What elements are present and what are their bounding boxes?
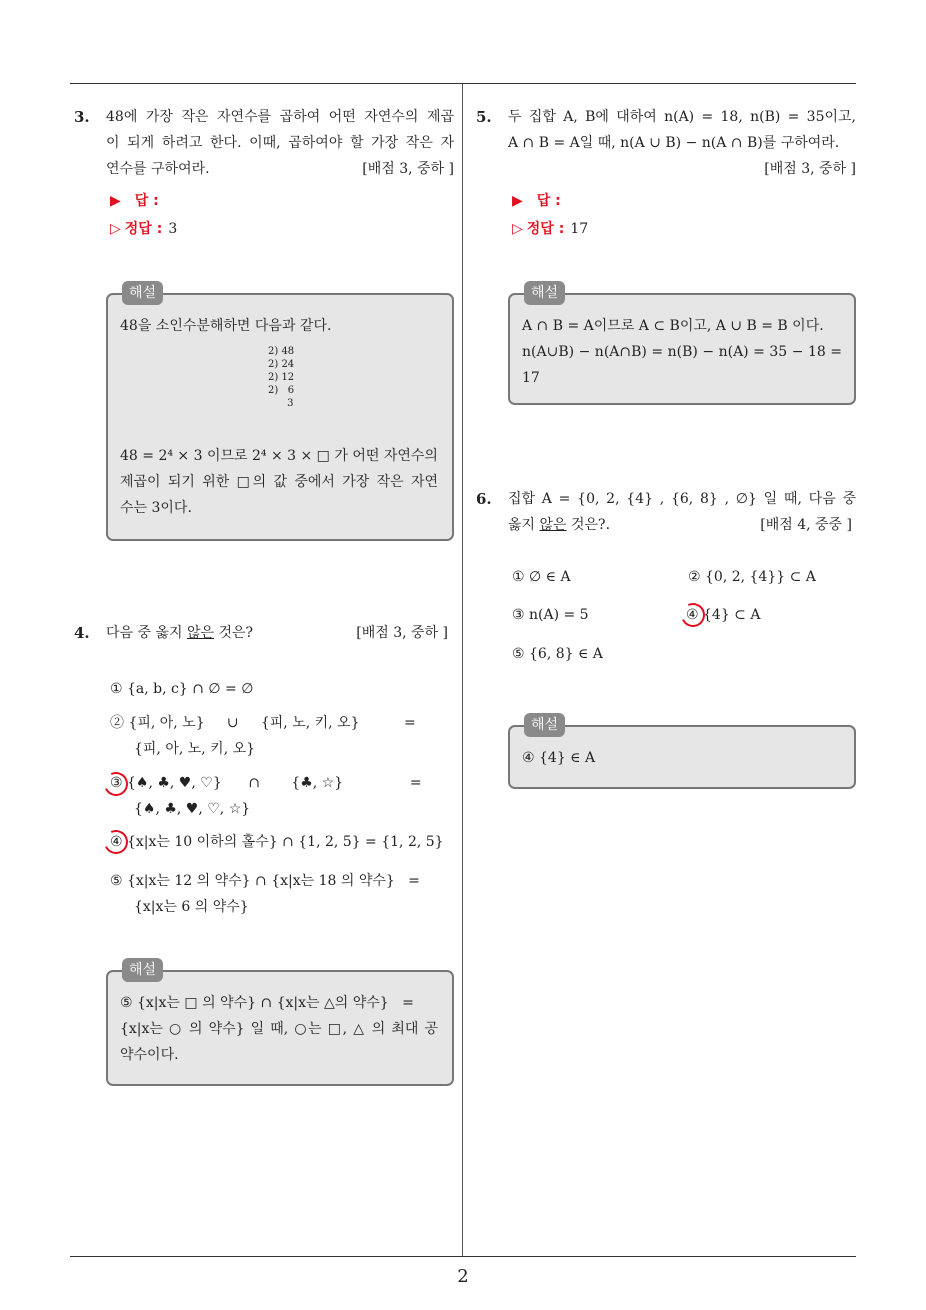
question-6 [476, 486, 856, 538]
question-text-post: 것은? [214, 625, 254, 641]
factor-row: 3 [268, 398, 294, 409]
outline-triangle-icon: ▷ [110, 221, 121, 237]
question-text-line: A ∩ B = A일 때, n(A ∪ B) − n(A ∩ B)를 구하여라. [508, 135, 840, 151]
correct-value: 17 [570, 221, 589, 237]
score-label: [배점 4, 중중 ] [760, 517, 852, 533]
question-text-pre: 다음 중 옳지 [106, 625, 187, 641]
question-number: 6. [476, 490, 492, 508]
score-label: [배점 3, 중하 ] [362, 161, 454, 177]
option-text: ③ {♠, ♣, ♥, ♡} ∩ {♣, ☆} = [110, 775, 422, 791]
option-text: {피, 아, 노, 키, 오} [134, 741, 256, 757]
correct-answer-line [110, 218, 177, 238]
option-text: ② {피, 아, 노} ∪ {피, 노, 키, 오} = [110, 715, 416, 731]
option-5[interactable] [110, 868, 440, 920]
option-4[interactable]: ④ {4} ⊂ A [686, 607, 761, 623]
question-number: 5. [476, 108, 492, 126]
explanation-tag: 해설 [122, 281, 163, 305]
question-text-underlined: 않은 [186, 625, 215, 641]
question-text-line: 이 되게 하려고 한다. 이때, 곱하여야 할 가장 작은 자 [106, 135, 454, 151]
option-3[interactable]: ③ n(A) = 5 [512, 607, 589, 623]
question-text-line: 집합 A = {0, 2, {4} , {6, 8} , ∅} 일 때, 다음 중 [508, 491, 856, 507]
option-3[interactable] [110, 770, 440, 822]
factor-row: 2) 24 [268, 359, 295, 370]
play-icon: ▶ [110, 193, 121, 209]
page-number: 2 [457, 1266, 469, 1287]
correct-label: 정답 : [124, 221, 163, 237]
explanation-box [508, 717, 856, 789]
correct-answer-line [512, 218, 588, 238]
play-icon: ▶ [512, 193, 523, 209]
factor-row: 2) 48 [268, 346, 295, 357]
explanation-box [106, 285, 454, 541]
question-text-line: 연수를 구하여라. [106, 161, 210, 177]
question-number: 4. [74, 624, 90, 642]
option-text: {♠, ♣, ♥, ♡, ☆} [134, 801, 251, 817]
explanation-line: 약수이다. [120, 1047, 179, 1063]
option-text: {x|x는 6 의 약수} [134, 899, 249, 915]
option-5[interactable]: ⑤ {6, 8} ∈ A [512, 646, 603, 662]
correct-value: 3 [168, 221, 178, 237]
question-text-post: 것은?. [566, 517, 611, 533]
option-2[interactable]: ② {0, 2, {4}} ⊂ A [688, 569, 816, 585]
explanation-line: ⑤ {x|x는 □ 의 약수} ∩ {x|x는 △의 약수} = [120, 995, 414, 1011]
score-label: [배점 3, 중하 ] [764, 161, 856, 177]
explanation-line: 48 = 2⁴ × 3 이므로 2⁴ × 3 × □ 가 어떤 자연수의 [120, 448, 438, 464]
answer-label: 답 : [536, 193, 561, 209]
outline-triangle-icon: ▷ [512, 221, 523, 237]
question-5 [476, 104, 856, 182]
explanation-box [106, 962, 454, 1086]
factor-row: 2) 12 [268, 372, 295, 383]
explanation-line: 제곱이 되기 위한 □의 값 중에서 가장 작은 자연 [120, 474, 438, 490]
explanation-line: ④ {4} ∈ A [522, 750, 596, 766]
question-4 [74, 620, 448, 646]
option-1[interactable]: ① ∅ ∈ A [512, 569, 571, 585]
explanation-line: 수는 3이다. [120, 500, 192, 516]
score-label: [배점 3, 중하 ] [356, 625, 448, 641]
bottom-rule [70, 1256, 856, 1257]
explanation-line: 48을 소인수분해하면 다음과 같다. [120, 318, 332, 334]
column-divider [462, 84, 463, 1256]
factorization [120, 339, 438, 421]
explanation-tag: 해설 [524, 713, 565, 737]
option-2[interactable] [110, 710, 440, 762]
option-4[interactable]: ④ {x|x는 10 이하의 홀수} ∩ {1, 2, 5} = {1, 2, 5} [110, 834, 444, 850]
explanation-line: A ∩ B = A이므로 A ⊂ B이고, A ∪ B = B 이다. [522, 318, 824, 334]
answer-label: 답 : [134, 193, 159, 209]
correct-label: 정답 : [526, 221, 565, 237]
explanation-line: n(A∪B) − n(A∩B) = n(B) − n(A) = 35 − 18 = [522, 344, 842, 360]
explanation-line: 17 [522, 370, 540, 386]
top-rule [70, 83, 856, 84]
explanation-box [508, 285, 856, 405]
answer-line [110, 190, 159, 210]
question-text-line: 48에 가장 작은 자연수를 곱하여 어떤 자연수의 제곱 [106, 109, 454, 125]
question-number: 3. [74, 108, 90, 126]
question-text-line: 두 집합 A, B에 대하여 n(A) = 18, n(B) = 35이고, [508, 109, 856, 125]
option-text: ⑤ {x|x는 12 의 약수} ∩ {x|x는 18 의 약수} = [110, 873, 420, 889]
question-text-pre: 옳지 [508, 517, 540, 533]
factor-row: 2) 6 [268, 385, 295, 396]
explanation-tag: 해설 [524, 281, 565, 305]
explanation-tag: 해설 [122, 958, 163, 982]
option-1[interactable]: ① {a, b, c} ∩ ∅ = ∅ [110, 681, 254, 697]
answer-line [512, 190, 561, 210]
explanation-line: {x|x는 ○ 의 약수} 일 때, ○는 □, △ 의 최대 공 [120, 1021, 438, 1037]
question-3 [74, 104, 454, 182]
question-text-underlined: 않은 [539, 517, 567, 533]
